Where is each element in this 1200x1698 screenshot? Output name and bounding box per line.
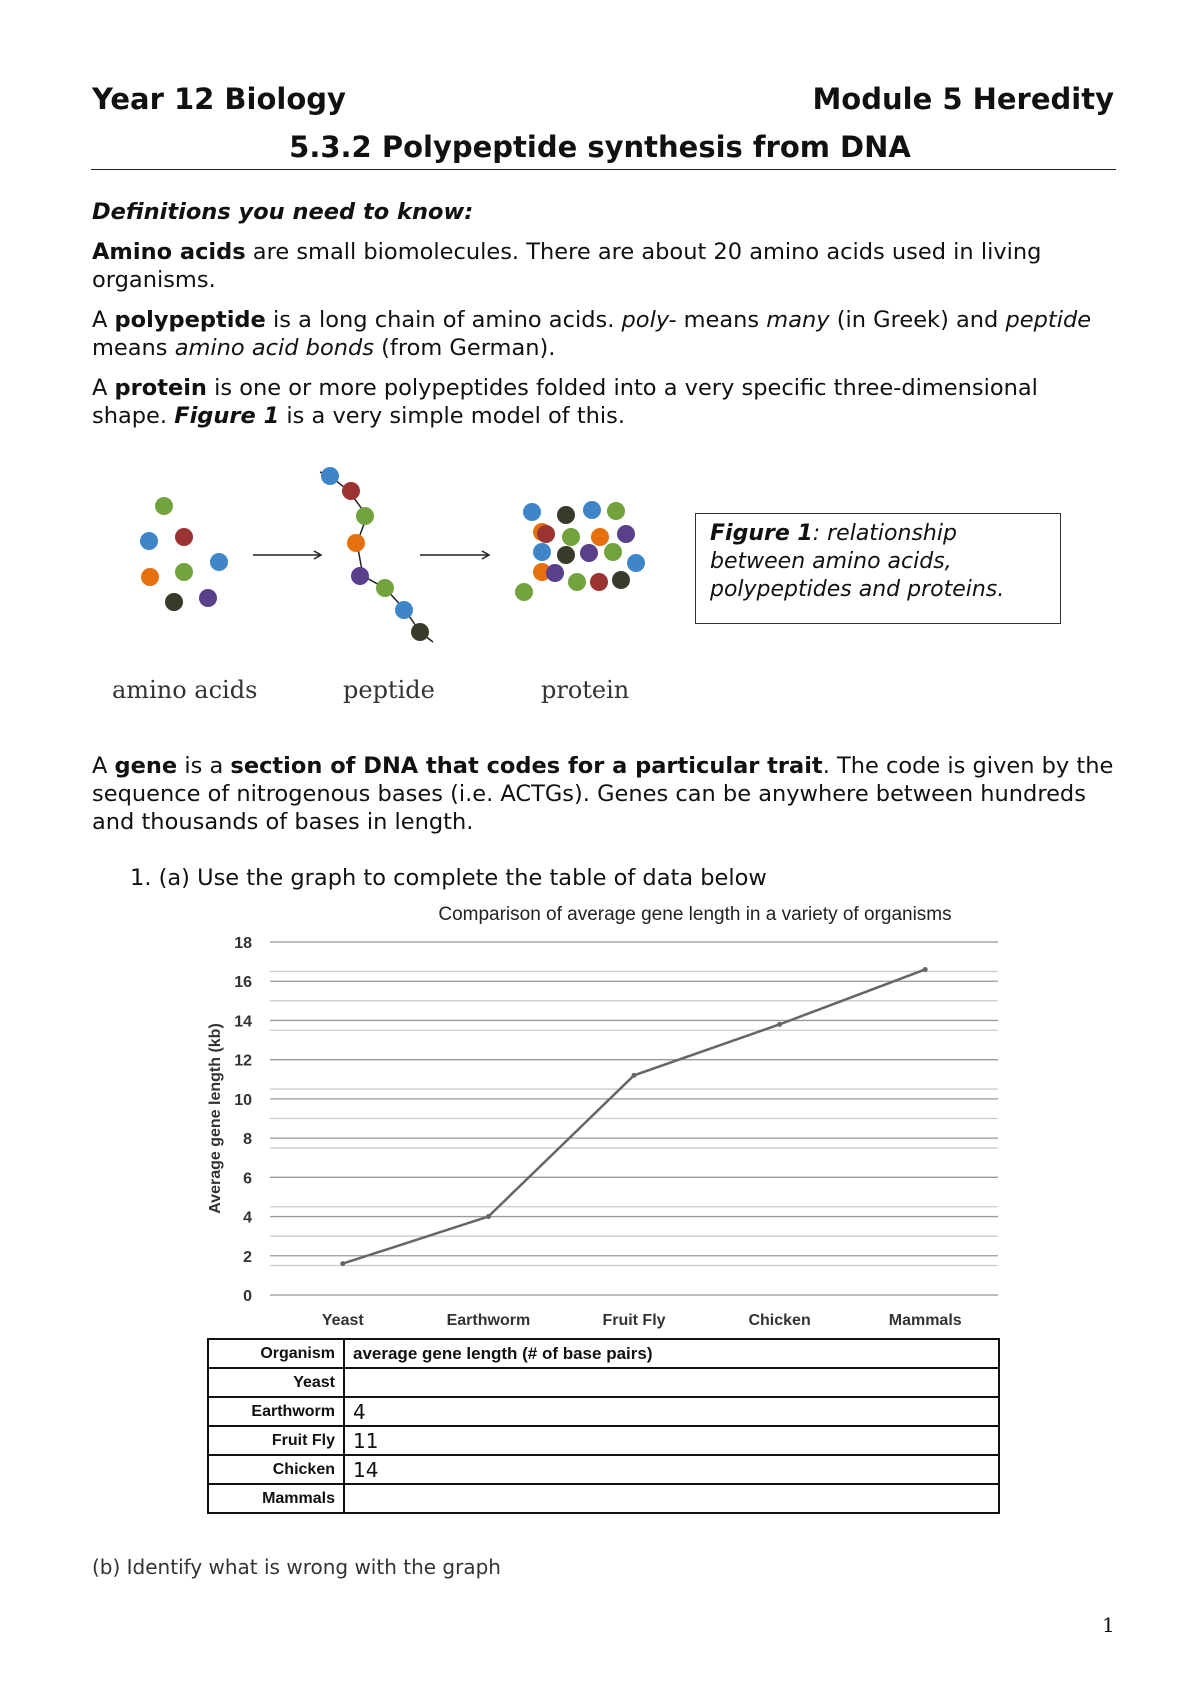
amino-acid-figure — [100, 460, 660, 660]
data-point — [486, 1214, 491, 1219]
page-title: 5.3.2 Polypeptide synthesis from DNA — [289, 130, 911, 164]
data-point — [632, 1073, 637, 1078]
length-cell[interactable] — [344, 1484, 999, 1513]
x-tick-label: Mammals — [888, 1312, 962, 1329]
gene-length-table — [207, 1338, 1000, 1514]
module-title: Module 5 Heredity — [812, 82, 1114, 116]
arrow-icon — [253, 551, 321, 559]
y-tick-label: 16 — [234, 974, 252, 992]
protein-definition: A protein is one or more polypeptides folded into a very specific three-dimensional shape. Figure 1 is a very simple model of this. — [92, 375, 1038, 429]
y-tick-label: 12 — [234, 1052, 252, 1070]
y-tick-label: 2 — [243, 1248, 252, 1266]
data-point — [923, 967, 928, 972]
y-tick-label: 18 — [234, 935, 252, 952]
table-row — [208, 1397, 999, 1426]
length-cell[interactable]: 4 — [344, 1397, 999, 1426]
data-point — [340, 1261, 345, 1266]
y-axis-label: Average gene length (kb) — [207, 1023, 224, 1214]
x-tick-label: Earthworm — [446, 1312, 531, 1329]
y-tick-label: 8 — [243, 1131, 252, 1149]
amino-acids-label: amino acids — [112, 676, 258, 704]
length-cell[interactable]: 11 — [344, 1426, 999, 1455]
y-tick-label: 10 — [234, 1091, 252, 1109]
arrow-icon — [420, 551, 489, 559]
table-header: Organism — [208, 1339, 344, 1368]
x-tick-label: Chicken — [748, 1312, 811, 1329]
gene-definition: A gene is a section of DNA that codes for a particular trait. The code is given by the sequence of nitrogenous bases (i.e. ACTGs). Genes can be anywhere between hundreds and thousands of bases in length. — [92, 753, 1114, 835]
definitions-heading: Definitions you need to know: — [92, 199, 474, 225]
y-tick-label: 4 — [243, 1209, 252, 1227]
organism-cell: Fruit Fly — [208, 1426, 344, 1455]
question-1b: (b) Identify what is wrong with the graph — [92, 1555, 501, 1579]
page-number: 1 — [1102, 1613, 1115, 1637]
polypeptide-definition: A polypeptide is a long chain of amino acids. poly- means many (in Greek) and peptide means amino acid bonds (from German). — [92, 307, 1092, 361]
gene-length-chart — [190, 895, 1020, 1335]
table-row — [208, 1368, 999, 1397]
data-line — [343, 969, 925, 1263]
protein-illustration — [515, 501, 645, 601]
title-divider — [91, 169, 1116, 170]
y-tick-label: 14 — [234, 1013, 252, 1031]
amino-acids-illustration — [140, 497, 228, 611]
length-cell[interactable] — [344, 1368, 999, 1397]
y-tick-label: 6 — [243, 1170, 252, 1188]
peptide-illustration — [320, 467, 433, 642]
peptide-label: peptide — [343, 676, 435, 704]
chart-title: Comparison of average gene length in a variety of organisms — [438, 904, 952, 925]
organism-cell: Chicken — [208, 1455, 344, 1484]
y-tick-label: 0 — [243, 1288, 252, 1305]
amino-acids-definition: Amino acids are small biomolecules. There are about 20 amino acids used in living organisms. — [92, 239, 1042, 293]
x-tick-label: Fruit Fly — [602, 1312, 666, 1329]
organism-cell: Yeast — [208, 1368, 344, 1397]
question-1a: 1. (a) Use the graph to complete the table of data below — [130, 865, 767, 891]
organism-cell: Mammals — [208, 1484, 344, 1513]
x-tick-label: Yeast — [321, 1312, 364, 1329]
protein-label: protein — [541, 676, 630, 704]
table-header-row — [208, 1339, 999, 1368]
table-row — [208, 1484, 999, 1513]
figure-caption: Figure 1: relationship between amino acids, polypeptides and proteins. — [695, 513, 1061, 624]
table-header: average gene length (# of base pairs) — [344, 1339, 999, 1368]
length-cell[interactable]: 14 — [344, 1455, 999, 1484]
table-row — [208, 1455, 999, 1484]
course-title: Year 12 Biology — [92, 82, 346, 116]
organism-cell: Earthworm — [208, 1397, 344, 1426]
data-point — [777, 1022, 782, 1027]
table-row — [208, 1426, 999, 1455]
